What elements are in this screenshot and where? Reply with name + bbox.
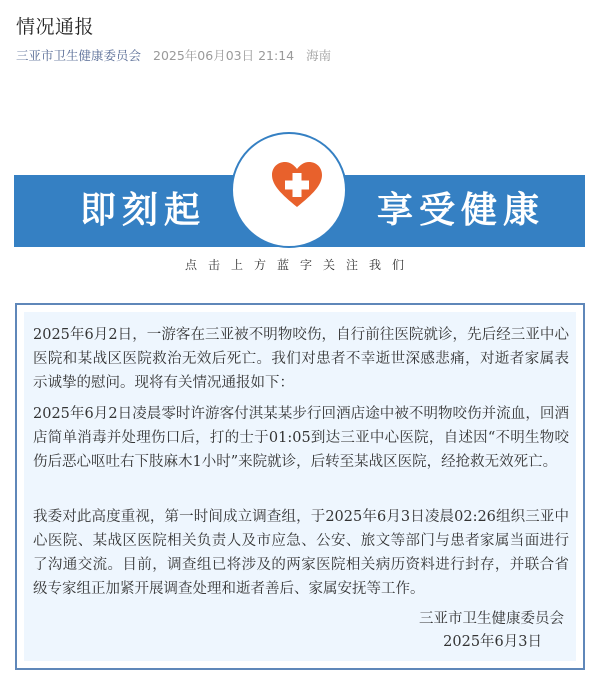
notice-paragraph: 我委对此高度重视，第一时间成立调查组，于2025年6月3日凌晨02:26组织三亚中心医院、某战区医院相关负责人及市应急、公安、旅文等部门与患者家属当面进行了沟通交流。目前，调查组已将涉及的两家医院相关病历资料进行封存，并联合省级专家组正加紧开展调查处理和逝者善后、家属安抚等工作。 [33, 509, 569, 597]
notice-box [15, 303, 585, 670]
notice-signature-date: 2025年6月3日 [443, 634, 542, 650]
publish-location: 海南 [306, 48, 332, 63]
notice-content [24, 312, 576, 661]
publish-time: 2025年06月03日 21:14 [153, 48, 295, 63]
notice-paragraph: 2025年6月2日凌晨零时许游客付淇某某步行回酒店途中被不明物咬伤并流血，回酒店简单消毒并处理伤口后，打的士于01:05到达三亚中心医院，自述因“不明生物咬伤后恶心呕吐右下肢麻木1小时”来院就诊，后转至某战区医院，经抢救无效死亡。 [33, 406, 569, 470]
follow-prompt: 点击上方蓝字关注我们 [184, 258, 415, 272]
notice-paragraph: 2025年6月2日，一游客在三亚被不明物咬伤，自行前往医院就诊，先后经三亚中心医院和某战区医院救治无效后死亡。我们对患者不幸逝世深感悲痛，对逝者家属表示诚挚的慰问。现将有关情况通报如下： [33, 327, 569, 391]
heart-cross-icon [271, 162, 323, 208]
article-meta [16, 46, 331, 64]
notice-signature-block [419, 608, 564, 654]
author-link[interactable]: 三亚市卫生健康委员会 [16, 48, 142, 63]
article-title: 情况通报 [16, 16, 95, 38]
notice-signature: 三亚市卫生健康委员会 [419, 611, 564, 627]
banner-left-text: 即刻起 [80, 190, 207, 231]
banner-right-text: 享受健康 [377, 190, 546, 231]
